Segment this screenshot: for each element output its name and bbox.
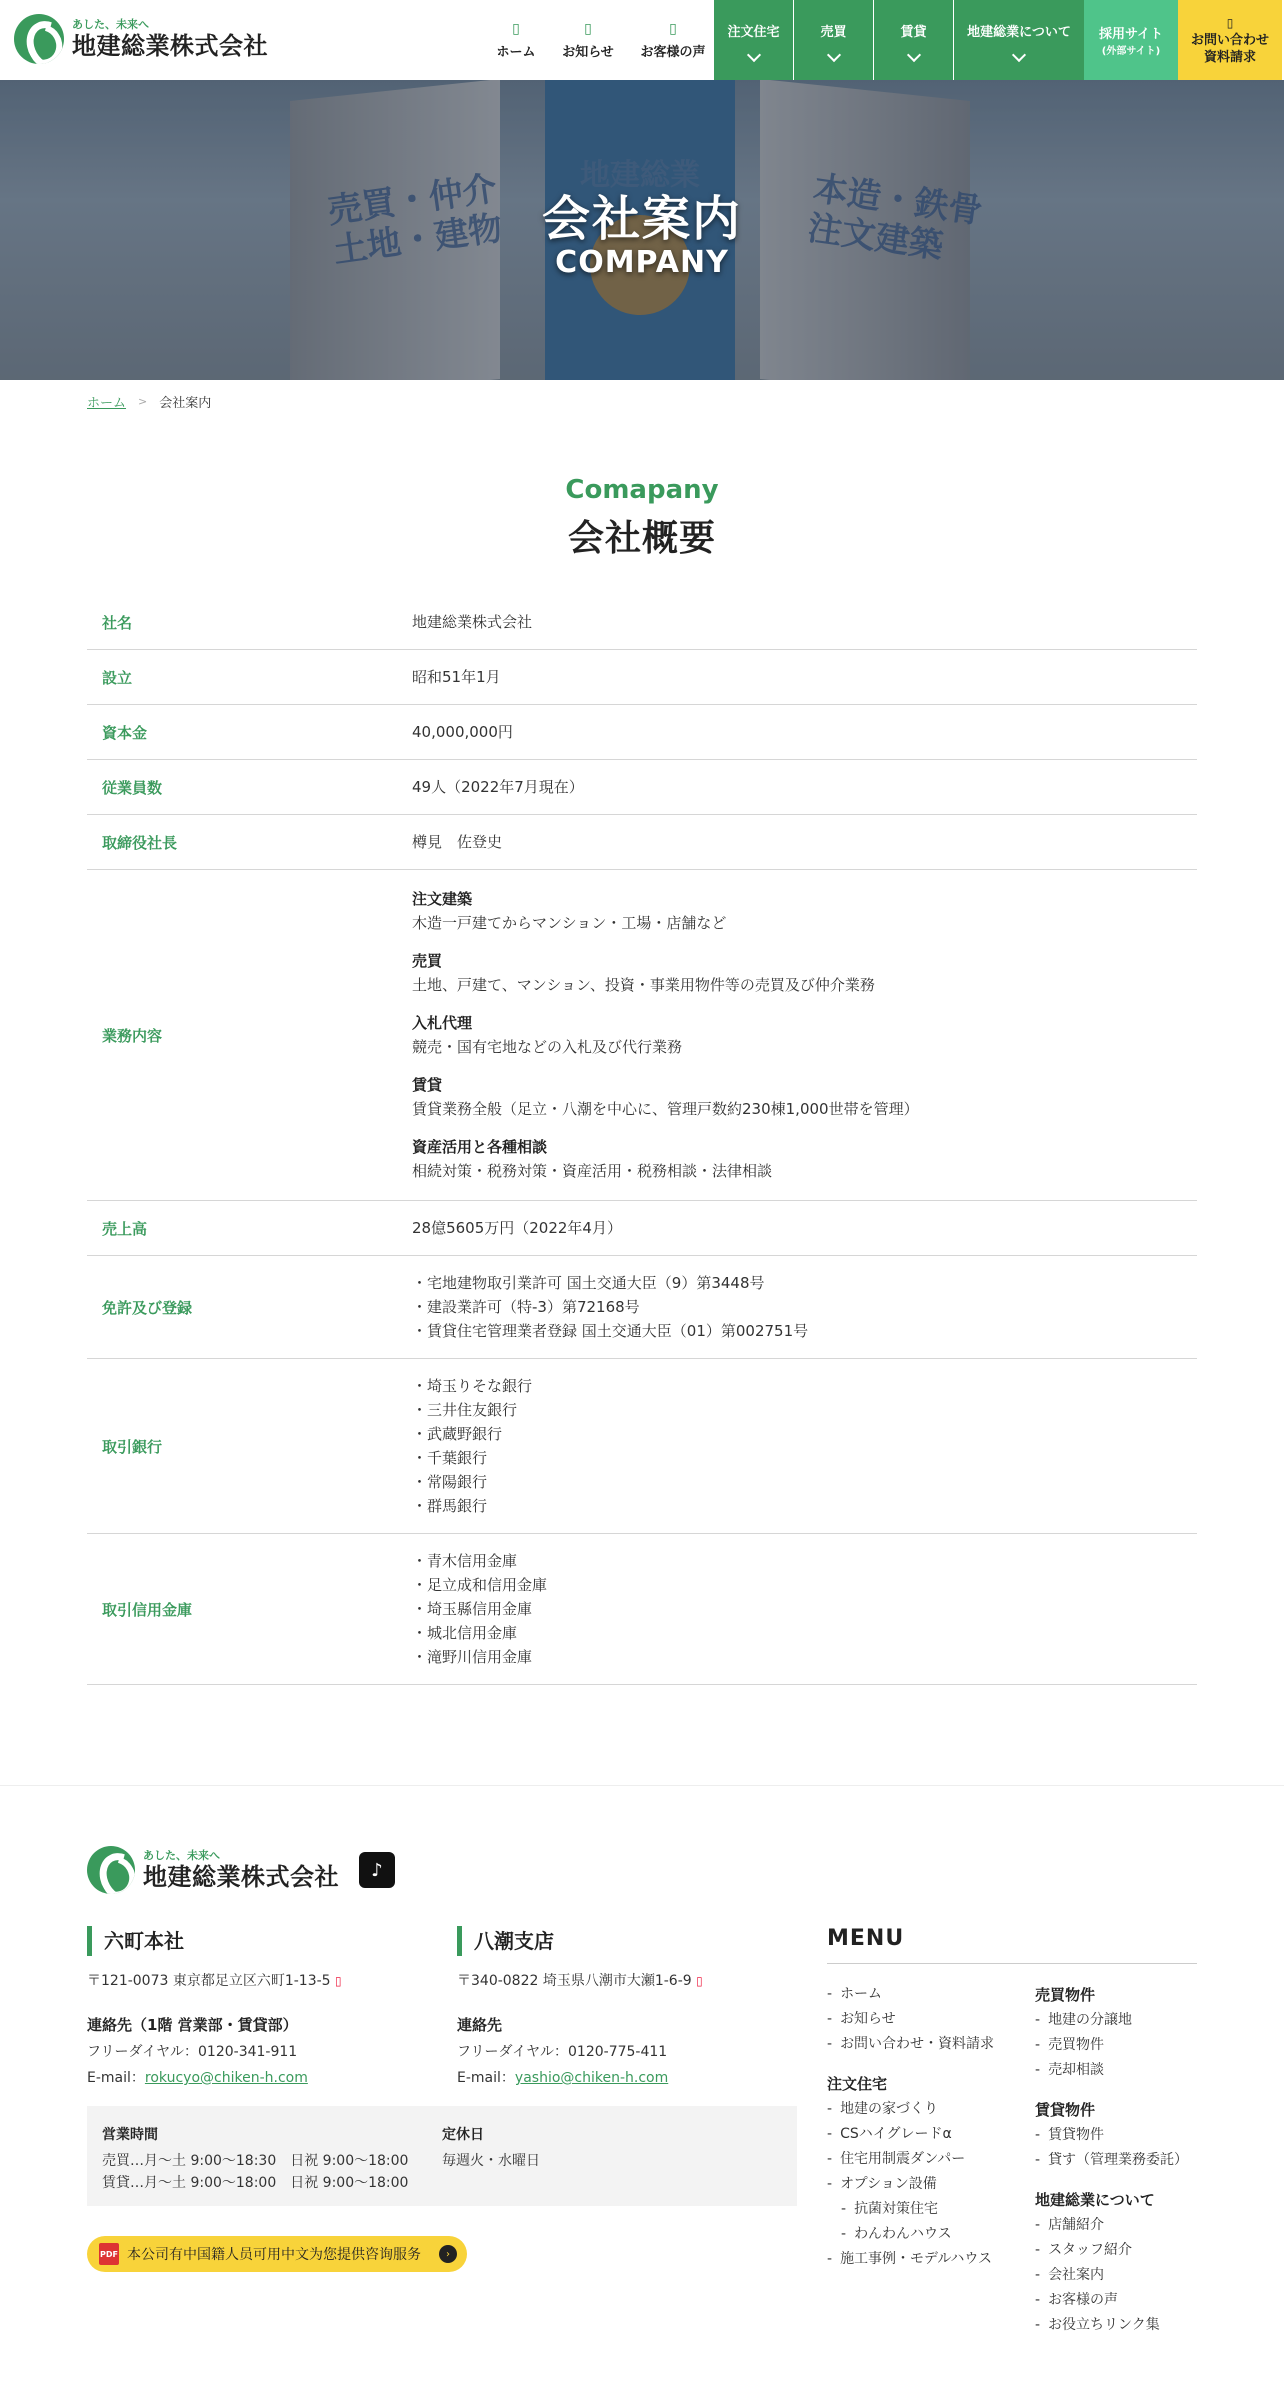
main-nav xyxy=(713,0,1282,80)
section-title-en: Comapany xyxy=(565,475,719,505)
table-row xyxy=(87,1201,1197,1256)
util-voice[interactable] xyxy=(627,0,719,80)
row-value: 40,000,000円 xyxy=(412,723,513,741)
row-value: 樽見 佐登史 xyxy=(412,833,503,851)
list-item: ・常陽銀行 xyxy=(412,1473,488,1491)
menu-link[interactable]: - 住宅用制震ダンパー xyxy=(827,2147,1035,2172)
utility-nav xyxy=(480,0,722,80)
map-pin-icon[interactable]: ▯ xyxy=(696,1974,703,1988)
hero-sign-right: 本造・鉄骨 注文建築 xyxy=(805,168,985,267)
holiday-column xyxy=(442,2124,782,2188)
menu-title: MENU xyxy=(827,1926,1197,1964)
nav-sale-label: 売買 xyxy=(820,24,847,40)
business-list xyxy=(412,887,1197,1183)
contact-heading: 連絡先（1階 営業部・賃貸部） xyxy=(87,2016,298,2034)
menu-heading[interactable]: 注文住宅 xyxy=(827,2075,888,2093)
row-label: 取引銀行 xyxy=(102,1437,163,1456)
contact-button[interactable] xyxy=(1178,0,1282,80)
menu-link[interactable]: - 地建の分譲地 xyxy=(1035,2008,1197,2033)
row-label: 資本金 xyxy=(102,723,148,742)
office-address xyxy=(87,1970,427,1990)
office-hq xyxy=(87,1926,427,2087)
row-label: 業務内容 xyxy=(102,1026,163,1045)
business-body: 競売・国有宅地などの入札及び代行業務 xyxy=(412,1038,683,1056)
list-item: ・千葉銀行 xyxy=(412,1449,488,1467)
util-news-label: お知らせ xyxy=(562,44,614,60)
tiktok-icon[interactable]: ♪ xyxy=(359,1852,395,1888)
logo-mark-icon xyxy=(14,14,64,64)
footer-menu xyxy=(827,1926,1197,2338)
address-text: 〒340-0822 埼玉県八潮市大瀬1-6-9 xyxy=(457,1973,692,1989)
mail-icon: ▯ xyxy=(1226,15,1234,30)
row-label: 取引信用金庫 xyxy=(102,1600,193,1619)
hero-sign-center: 地建総業 xyxy=(580,158,700,193)
nav-order-house-label: 注文住宅 xyxy=(727,24,780,40)
site-footer xyxy=(0,1785,1284,2403)
menu-link[interactable]: - オプション設備 xyxy=(827,2172,1035,2197)
menu-link[interactable]: - 会社案内 xyxy=(1035,2263,1197,2288)
office-title: 八潮支店 xyxy=(457,1926,797,1956)
business-body: 相続対策・税務対策・資産活用・税務相談・法律相談 xyxy=(412,1162,773,1180)
table-row xyxy=(87,705,1197,760)
logo-mark-icon xyxy=(87,1846,135,1894)
breadcrumb-separator: > xyxy=(138,395,148,408)
business-item xyxy=(412,887,1197,935)
chinese-pdf-button[interactable] xyxy=(87,2236,467,2272)
business-head: 資産活用と各種相談 xyxy=(412,1138,548,1156)
row-label: 従業員数 xyxy=(102,778,163,797)
menu-sublink[interactable]: - わんわんハウス xyxy=(827,2222,1035,2247)
business-body: 賃貸業務全般（足立・八潮を中心に、管理戸数約230棟1,000世帯を管理） xyxy=(412,1100,919,1118)
chevron-down-icon xyxy=(906,47,920,61)
business-hours-box xyxy=(87,2106,797,2206)
menu-link[interactable]: - 貸す（管理業務委託） xyxy=(1035,2148,1197,2173)
list-item: ・青木信用金庫 xyxy=(412,1552,518,1570)
business-body: 木造一戸建てからマンション・工場・店舗など xyxy=(412,914,727,932)
pdf-button-label: 本公司有中国籍人员可用中文为您提供咨询服务 xyxy=(127,2247,421,2263)
nav-rent[interactable] xyxy=(873,0,953,80)
util-news[interactable] xyxy=(555,0,621,80)
table-row xyxy=(87,595,1197,650)
util-home-label: ホーム xyxy=(496,44,536,60)
row-value: 49人（2022年7月現在） xyxy=(412,778,584,796)
recruit-label: 採用サイト xyxy=(1098,27,1164,42)
business-head: 入札代理 xyxy=(412,1014,473,1032)
util-home[interactable] xyxy=(483,0,549,80)
menu-link[interactable]: - 売買物件 xyxy=(1035,2033,1197,2058)
menu-link[interactable]: - お客様の声 xyxy=(1035,2288,1197,2313)
bell-icon: ▯ xyxy=(584,20,592,37)
business-item xyxy=(412,1073,1197,1121)
nav-about-label: 地建総業について xyxy=(967,24,1071,40)
row-label: 免許及び登録 xyxy=(102,1298,193,1317)
map-pin-icon[interactable]: ▯ xyxy=(335,1974,342,1988)
table-row xyxy=(87,760,1197,815)
list-item: ・埼玉りそな銀行 xyxy=(412,1377,533,1395)
business-item xyxy=(412,1011,1197,1059)
table-row-licenses xyxy=(87,1256,1197,1359)
list-item: ・賃貸住宅管理業者登録 国土交通大臣（01）第002751号 xyxy=(412,1322,809,1340)
list-item: ・足立成和信用金庫 xyxy=(412,1576,548,1594)
table-row-banks xyxy=(87,1359,1197,1534)
footer-logo[interactable] xyxy=(87,1846,395,1894)
license-list xyxy=(412,1271,1197,1343)
nav-order-house[interactable] xyxy=(713,0,793,80)
list-item: ・滝野川信用金庫 xyxy=(412,1648,533,1666)
list-item: ・建設業許可（特-3）第72168号 xyxy=(412,1298,640,1316)
nav-about[interactable] xyxy=(953,0,1084,80)
contact-heading: 連絡先 xyxy=(457,2016,503,2034)
email-line xyxy=(457,2067,797,2087)
table-row xyxy=(87,815,1197,870)
hours-column xyxy=(102,2124,442,2191)
holiday-heading: 定休日 xyxy=(442,2127,484,2143)
row-label: 社名 xyxy=(102,613,133,632)
footer-company-name: 地建総業株式会社 xyxy=(143,1863,339,1891)
email-line xyxy=(87,2067,427,2087)
page-title: 会社案内 xyxy=(541,191,742,247)
hours-line: 賃貸…月〜土 9:00〜18:00 日祝 9:00〜18:00 xyxy=(102,2175,409,2191)
credit-list xyxy=(412,1549,1197,1669)
menu-heading[interactable]: 売買物件 xyxy=(1035,1986,1096,2004)
menu-link[interactable]: - CSハイグレードα xyxy=(827,2122,1035,2147)
util-voice-label: お客様の声 xyxy=(640,44,706,60)
recruit-sub-label: (外部サイト) xyxy=(1101,46,1161,57)
list-item: ・宅地建物取引業許可 国土交通大臣（9）第3448号 xyxy=(412,1274,765,1292)
email-label: E-mail： xyxy=(457,2070,515,2086)
row-label: 取締役社長 xyxy=(102,833,178,852)
menu-link[interactable]: - お役立ちリンク集 xyxy=(1035,2313,1197,2338)
office-address xyxy=(457,1970,797,1990)
menu-link[interactable]: - 地建の家づくり xyxy=(827,2097,1035,2122)
row-label: 売上高 xyxy=(102,1219,148,1238)
row-label: 設立 xyxy=(102,668,133,687)
arrow-right-icon: › xyxy=(439,2245,457,2263)
menu-heading[interactable]: 地建総業について xyxy=(1035,2191,1155,2209)
freedial: フリーダイヤル：0120-775-411 xyxy=(457,2044,668,2060)
row-value: 地建総業株式会社 xyxy=(412,613,533,631)
business-item xyxy=(412,949,1197,997)
menu-sublink[interactable]: - 抗菌対策住宅 xyxy=(827,2197,1035,2222)
menu-link[interactable]: - お知らせ xyxy=(827,2007,1035,2032)
menu-column-1 xyxy=(827,1982,1035,2338)
office-branch xyxy=(457,1926,797,2087)
business-head: 売買 xyxy=(412,952,443,970)
site-header xyxy=(0,0,1284,80)
business-head: 賃貸 xyxy=(412,1076,443,1094)
breadcrumb-home[interactable]: ホーム xyxy=(87,396,127,411)
business-head: 注文建築 xyxy=(412,890,473,908)
menu-link[interactable]: - 店舗紹介 xyxy=(1035,2213,1197,2238)
list-item: ・城北信用金庫 xyxy=(412,1624,518,1642)
breadcrumb-current: 会社案内 xyxy=(159,396,212,411)
menu-link[interactable]: - 賃貸物件 xyxy=(1035,2123,1197,2148)
breadcrumb xyxy=(87,392,211,411)
holiday-text: 毎週火・水曜日 xyxy=(442,2153,540,2169)
list-item: ・群馬銀行 xyxy=(412,1497,488,1515)
hero-sign-left: 売買・仲介 土地・建物 xyxy=(325,168,505,272)
site-logo[interactable] xyxy=(14,14,268,64)
row-value: 28億5605万円（2022年4月） xyxy=(412,1219,622,1237)
menu-link[interactable]: - 施工事例・モデルハウス xyxy=(827,2247,1035,2272)
office-title: 六町本社 xyxy=(87,1926,427,1956)
chevron-down-icon xyxy=(826,47,840,61)
email-link[interactable]: rokucyo@chiken-h.com xyxy=(144,2070,308,2086)
nav-sale[interactable] xyxy=(793,0,873,80)
footer-tagline: あした、未来へ xyxy=(143,1849,220,1862)
page-subtitle: COMPANY xyxy=(555,245,729,280)
logo-company-name: 地建総業株式会社 xyxy=(72,32,268,60)
nav-rent-label: 賃貸 xyxy=(900,24,927,40)
business-body: 土地、戸建て、マンション、投資・事業用物件等の売買及び仲介業務 xyxy=(412,976,875,994)
email-link[interactable]: yashio@chiken-h.com xyxy=(514,2070,669,2086)
hero-banner xyxy=(0,80,1284,380)
menu-link[interactable]: - 売却相談 xyxy=(1035,2058,1197,2083)
company-info-table xyxy=(87,595,1197,1685)
chevron-down-icon xyxy=(1012,47,1026,61)
list-item: ・埼玉縣信用金庫 xyxy=(412,1600,533,1618)
pdf-icon: PDF xyxy=(99,2243,119,2265)
list-item: ・三井住友銀行 xyxy=(412,1401,518,1419)
hours-line: 売買…月〜土 9:00〜18:30 日祝 9:00〜18:00 xyxy=(102,2153,409,2169)
menu-heading[interactable]: 賃貸物件 xyxy=(1035,2101,1096,2119)
menu-column-2 xyxy=(1035,1982,1197,2338)
table-row-credit xyxy=(87,1534,1197,1685)
section-title-ja: 会社概要 xyxy=(567,518,716,559)
chevron-down-icon xyxy=(746,47,760,61)
bank-list xyxy=(412,1374,1197,1518)
freedial: フリーダイヤル：0120-341-911 xyxy=(87,2044,298,2060)
table-row xyxy=(87,650,1197,705)
email-label: E-mail： xyxy=(87,2070,145,2086)
contact-line1: お問い合わせ xyxy=(1190,32,1269,48)
row-value: 昭和51年1月 xyxy=(412,668,501,686)
logo-tagline: あした、未来へ xyxy=(72,18,149,31)
address-text: 〒121-0073 東京都足立区六町1-13-5 xyxy=(87,1973,331,1989)
contact-line2: 資料請求 xyxy=(1203,49,1256,65)
hours-heading: 営業時間 xyxy=(102,2127,158,2143)
list-item: ・武蔵野銀行 xyxy=(412,1425,503,1443)
business-item xyxy=(412,1135,1197,1183)
chat-icon: ▯ xyxy=(669,20,677,37)
recruit-site-link[interactable] xyxy=(1084,0,1178,80)
home-icon: ▯ xyxy=(512,20,520,37)
menu-link[interactable]: - ホーム xyxy=(827,1982,1035,2007)
table-row-business xyxy=(87,870,1197,1201)
menu-link[interactable]: - スタッフ紹介 xyxy=(1035,2238,1197,2263)
menu-link[interactable]: - お問い合わせ・資料請求 xyxy=(827,2032,1035,2057)
